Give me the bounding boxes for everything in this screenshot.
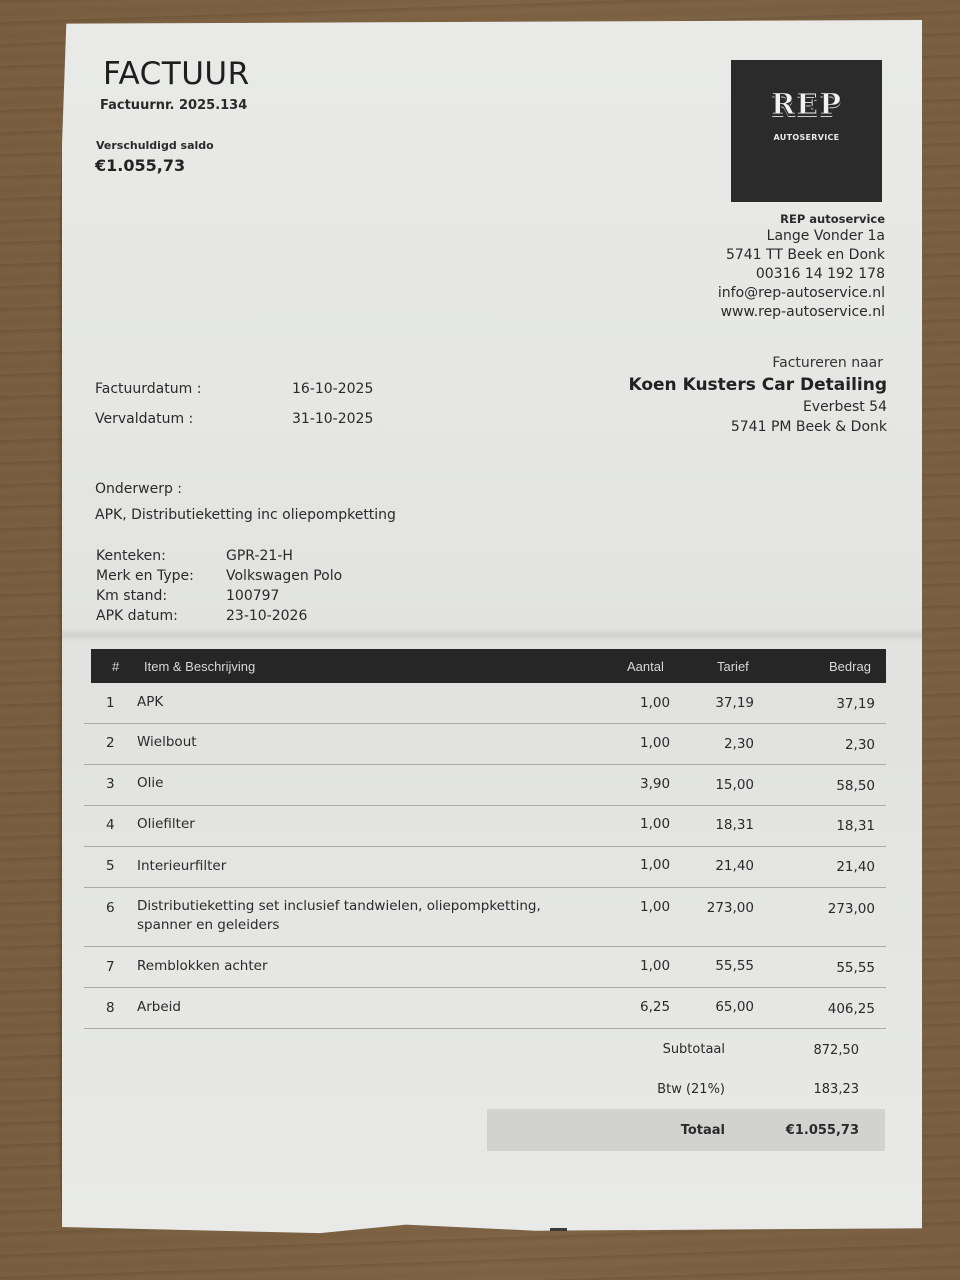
company-address-line2: 5741 TT Beek en Donk — [725, 247, 885, 263]
plate-label: Kenteken: — [96, 548, 166, 564]
row-description: Wielbout — [137, 734, 197, 750]
page-mark — [550, 1228, 567, 1231]
total-value: €1.055,73 — [785, 1123, 859, 1138]
balance-due-label: Verschuldigd saldo — [96, 139, 214, 152]
company-phone: 00316 14 192 178 — [755, 266, 885, 282]
subtotal-row — [485, 1042, 885, 1062]
col-rate: Tarief — [717, 659, 749, 674]
row-description: Remblokken achter — [137, 958, 268, 974]
company-name: REP autoservice — [780, 212, 885, 226]
vehicle-apk-row — [96, 608, 308, 624]
row-amount: 55,55 — [836, 960, 875, 976]
subtotal-label: Subtotaal — [662, 1042, 725, 1057]
invoice-title: FACTUUR — [103, 56, 250, 92]
vat-label: Btw (21%) — [657, 1082, 725, 1097]
row-description: Interieurfilter — [137, 858, 227, 874]
table-header — [91, 649, 886, 683]
row-rate: 21,40 — [715, 858, 754, 874]
row-amount: 273,00 — [827, 901, 875, 917]
row-description: Oliefilter — [137, 816, 195, 832]
row-rate: 55,55 — [715, 958, 754, 974]
due-date-label: Vervaldatum : — [95, 411, 194, 427]
row-amount: 18,31 — [836, 818, 875, 834]
total-row — [485, 1123, 885, 1143]
row-quantity: 1,00 — [640, 958, 671, 974]
vat-row — [485, 1082, 885, 1102]
vat-value: 183,23 — [813, 1082, 859, 1097]
vehicle-plate-row — [96, 548, 293, 564]
table-row — [84, 888, 886, 947]
subject-label: Onderwerp : — [95, 481, 183, 497]
row-quantity: 1,00 — [640, 857, 671, 873]
table-row — [84, 765, 886, 806]
row-number: 4 — [106, 817, 115, 833]
company-address-line1: Lange Vonder 1a — [766, 228, 885, 244]
vehicle-make-row — [96, 568, 343, 584]
row-description: Distributieketting set inclusief tandwielen, oliepompketting, spanner en geleiders — [137, 898, 541, 933]
bill-to — [628, 354, 887, 437]
vehicle-mileage-row — [96, 588, 280, 604]
row-rate: 2,30 — [723, 736, 754, 752]
company-info — [718, 211, 885, 322]
row-rate: 15,00 — [715, 777, 754, 793]
row-amount: 58,50 — [836, 778, 875, 794]
col-number: # — [112, 659, 120, 674]
col-amount: Bedrag — [829, 659, 871, 674]
row-quantity: 6,25 — [640, 999, 671, 1015]
table-row — [84, 988, 886, 1029]
invoice-number: Factuurnr. 2025.134 — [100, 98, 248, 113]
table-row — [84, 806, 886, 847]
row-number: 1 — [106, 695, 115, 711]
table-row — [84, 724, 886, 765]
row-quantity: 1,00 — [640, 899, 671, 915]
mileage-value: 100797 — [226, 588, 280, 604]
row-amount: 406,25 — [827, 1001, 875, 1017]
row-rate: 65,00 — [715, 999, 754, 1015]
row-rate: 37,19 — [715, 695, 754, 711]
company-email: info@rep-autoservice.nl — [717, 285, 885, 301]
row-quantity: 1,00 — [640, 695, 671, 711]
invoice-date-value: 16-10-2025 — [292, 381, 374, 397]
table-row — [84, 947, 886, 988]
logo-mark: REP — [770, 87, 842, 121]
due-date-value: 31-10-2025 — [292, 411, 374, 427]
apk-date-value: 23-10-2026 — [226, 608, 308, 624]
col-quantity: Aantal — [627, 659, 664, 674]
row-number: 5 — [106, 858, 115, 874]
total-label: Totaal — [680, 1123, 725, 1138]
col-description: Item & Beschrijving — [144, 659, 256, 674]
row-number: 6 — [106, 900, 115, 916]
bill-to-label: Factureren naar — [772, 355, 883, 371]
table-row — [84, 847, 886, 888]
paper-fold-crease — [62, 628, 922, 642]
row-number: 2 — [106, 735, 115, 751]
row-description: Arbeid — [137, 999, 181, 1015]
mileage-label: Km stand: — [96, 588, 168, 604]
table-row — [84, 683, 886, 724]
row-rate: 273,00 — [706, 900, 754, 916]
invoice-date-label: Factuurdatum : — [95, 381, 202, 397]
row-description: Olie — [137, 775, 164, 791]
logo-subtitle: AUTOSERVICE — [773, 133, 840, 142]
row-number: 8 — [106, 1000, 115, 1016]
subject-value: APK, Distributieketting inc oliepompketting — [95, 507, 396, 523]
row-amount: 37,19 — [836, 696, 875, 712]
row-number: 3 — [106, 776, 115, 792]
row-amount: 21,40 — [836, 859, 875, 875]
row-quantity: 3,90 — [640, 776, 671, 792]
plate-value: GPR-21-H — [226, 548, 293, 564]
balance-due-amount: €1.055,73 — [95, 156, 186, 175]
row-rate: 18,31 — [715, 817, 754, 833]
customer-address-line1: Everbest 54 — [802, 399, 887, 415]
make-value: Volkswagen Polo — [226, 568, 343, 584]
row-number: 7 — [106, 959, 115, 975]
row-description: APK — [137, 694, 164, 710]
row-quantity: 1,00 — [640, 816, 671, 832]
invoice-date-row — [95, 381, 374, 397]
company-website: www.rep-autoservice.nl — [720, 304, 885, 320]
make-label: Merk en Type: — [96, 568, 194, 584]
row-quantity: 1,00 — [640, 735, 671, 751]
customer-name: Koen Kusters Car Detailing — [628, 375, 887, 395]
company-logo — [731, 60, 882, 202]
subtotal-value: 872,50 — [813, 1043, 859, 1058]
apk-date-label: APK datum: — [96, 608, 178, 624]
due-date-row — [95, 411, 374, 427]
customer-address-line2: 5741 PM Beek & Donk — [730, 419, 887, 435]
row-amount: 2,30 — [844, 737, 875, 753]
